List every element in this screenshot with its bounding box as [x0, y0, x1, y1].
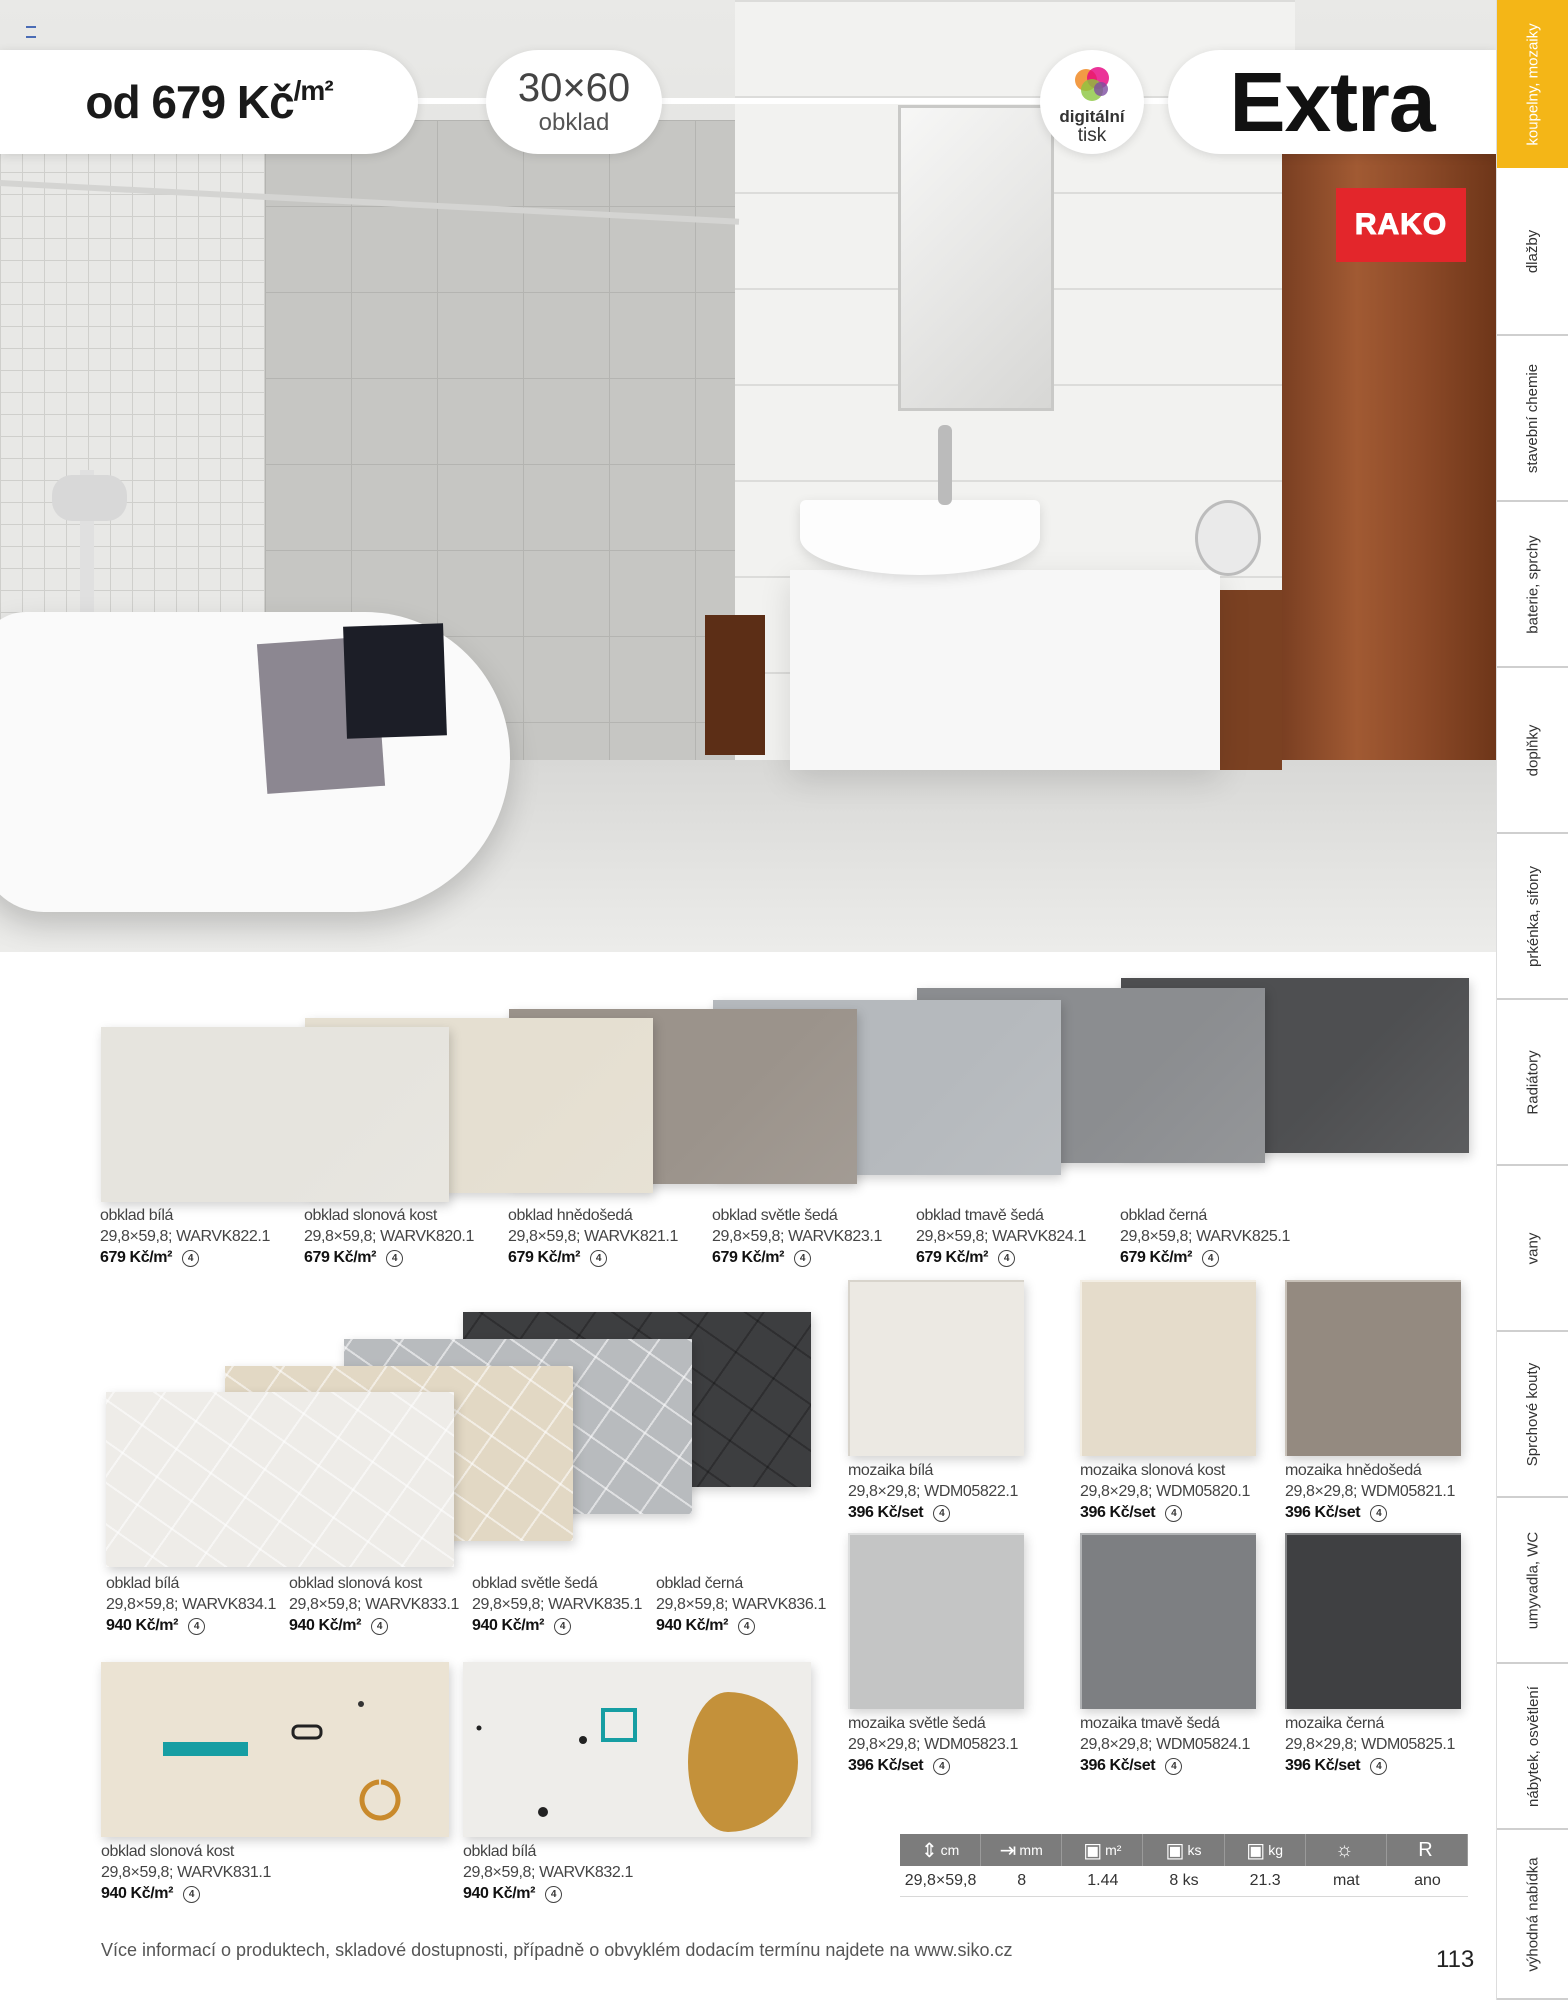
product-code: 29,8×59,8; WARVK825.1 [1120, 1228, 1290, 1245]
product-price [100, 1247, 270, 1268]
availability-icon: 4 [1202, 1250, 1219, 1267]
product-price [656, 1615, 826, 1636]
product-price-value: 679 Kč/m² [916, 1249, 988, 1266]
digital-print-icon [1068, 60, 1116, 108]
product-code: 29,8×29,8; WDM05824.1 [1080, 1736, 1250, 1753]
mosaic-swatch [1080, 1533, 1256, 1709]
sidebar-tab-10[interactable] [1497, 1664, 1568, 1830]
product-code: 29,8×29,8; WDM05823.1 [848, 1736, 1018, 1753]
page-number: 113 [1436, 1946, 1475, 1973]
wood-stool [705, 615, 765, 755]
product-price [508, 1247, 678, 1268]
sidebar-tab-label: prkénka, sifony [1524, 865, 1542, 967]
format-badge [486, 50, 662, 154]
sidebar-tab-label: dlažby [1524, 229, 1542, 273]
product-price [848, 1502, 1018, 1523]
cosmetic-mirror [1195, 500, 1261, 576]
product-code: 29,8×59,8; WARVK823.1 [712, 1228, 882, 1245]
menu-icon [26, 26, 36, 38]
product-code: 29,8×59,8; WARVK822.1 [100, 1228, 270, 1245]
availability-icon: 4 [188, 1618, 205, 1635]
product-caption [304, 1205, 474, 1268]
product-price-value: 679 Kč/m² [100, 1249, 172, 1266]
product-price-value: 396 Kč/set [1285, 1504, 1361, 1521]
availability-icon: 4 [1370, 1505, 1387, 1522]
availability-icon: 4 [794, 1250, 811, 1267]
mosaic-swatch [1285, 1280, 1461, 1456]
product-price-value: 679 Kč/m² [508, 1249, 580, 1266]
product-name: obklad světle šedá [712, 1207, 838, 1224]
sidebar-tab-2[interactable] [1497, 336, 1568, 502]
spec-header-cell [900, 1834, 981, 1866]
product-caption [106, 1573, 276, 1636]
availability-icon: 4 [183, 1886, 200, 1903]
price-badge [0, 50, 418, 154]
insert-tile-swatch [101, 1662, 449, 1837]
product-price [304, 1247, 474, 1268]
insert-tile-swatch [463, 1662, 811, 1837]
towel-dark [343, 623, 447, 738]
product-name: obklad světle šedá [472, 1575, 598, 1592]
category-sidebar [1496, 0, 1568, 2000]
product-name: obklad tmavě šedá [916, 1207, 1044, 1224]
spec-value: ano [1414, 1872, 1441, 1889]
availability-icon: 4 [1165, 1758, 1182, 1775]
product-caption [1285, 1460, 1455, 1523]
sidebar-tab-11[interactable] [1497, 1830, 1568, 2000]
sidebar-tab-8[interactable] [1497, 1332, 1568, 1498]
product-price [463, 1883, 633, 1904]
product-price-value: 679 Kč/m² [304, 1249, 376, 1266]
sidebar-tab-label: nábytek, osvětlení [1524, 1685, 1542, 1807]
product-name: obklad černá [656, 1575, 743, 1592]
product-caption [916, 1205, 1086, 1268]
product-name: mozaika bílá [848, 1462, 934, 1479]
mosaic-swatch [848, 1280, 1024, 1456]
product-price-value: 940 Kč/m² [101, 1885, 173, 1902]
spec-header-cell [1062, 1834, 1143, 1866]
spec-value: 29,8×59,8 [904, 1872, 977, 1889]
sidebar-tab-4[interactable] [1497, 668, 1568, 834]
product-price-value: 940 Kč/m² [472, 1617, 544, 1634]
product-price-value: 940 Kč/m² [463, 1885, 535, 1902]
sidebar-tab-label: stavební chemie [1524, 363, 1542, 473]
product-caption [712, 1205, 882, 1268]
product-caption [656, 1573, 826, 1636]
product-code: 29,8×59,8; WARVK831.1 [101, 1864, 271, 1881]
product-code: 29,8×59,8; WARVK836.1 [656, 1596, 826, 1613]
insert-decoration [101, 1662, 449, 1837]
washbasin [800, 500, 1040, 575]
product-name: mozaika slonová kost [1080, 1462, 1225, 1479]
package-pieces-icon: ▣ [1165, 1839, 1185, 1862]
format-size: 30×60 [517, 66, 631, 110]
availability-icon: 4 [554, 1618, 571, 1635]
product-name: mozaika světle šedá [848, 1715, 986, 1732]
price-text: od 679 $Kč^{/m^2}$ [85, 75, 333, 128]
product-code: 29,8×59,8; WARVK821.1 [508, 1228, 678, 1245]
digital-print-line1: digitální [1059, 107, 1125, 126]
mosaic-swatch [848, 1533, 1024, 1709]
sidebar-tab-label: baterie, sprchy [1524, 534, 1542, 634]
product-code: 29,8×59,8; WARVK824.1 [916, 1228, 1086, 1245]
spec-unit: mm [1019, 1842, 1043, 1858]
bath-tap-head [52, 475, 127, 521]
digital-print-line2: tisk [1077, 125, 1107, 146]
product-price-value: 396 Kč/set [848, 1504, 924, 1521]
product-price-value: 679 Kč/m² [712, 1249, 784, 1266]
spec-header-cell [1387, 1834, 1468, 1866]
availability-icon: 4 [371, 1618, 388, 1635]
spec-value: 1.44 [1087, 1872, 1119, 1889]
spec-table-header [900, 1834, 1468, 1866]
product-name: mozaika hnědošedá [1285, 1462, 1422, 1479]
product-price [848, 1755, 1018, 1776]
mosaic-swatch [1285, 1533, 1461, 1709]
product-caption [1120, 1205, 1290, 1268]
sidebar-tab-label: Radiátory [1524, 1049, 1542, 1115]
product-code: 29,8×59,8; WARVK820.1 [304, 1228, 474, 1245]
product-price [1285, 1502, 1455, 1523]
product-caption [848, 1713, 1018, 1776]
product-price-value: 396 Kč/set [1080, 1504, 1156, 1521]
product-price-value: 940 Kč/m² [656, 1617, 728, 1634]
product-price [106, 1615, 276, 1636]
product-caption [1080, 1460, 1250, 1523]
product-price [916, 1247, 1086, 1268]
product-code: 29,8×59,8; WARVK833.1 [289, 1596, 459, 1613]
sidebar-tab-9[interactable] [1497, 1498, 1568, 1664]
sidebar-tab-6[interactable] [1497, 1000, 1568, 1166]
sidebar-tab-label: koupelny, mozaiky [1524, 22, 1542, 146]
surface-icon: ☼ [1335, 1838, 1354, 1861]
product-price-value: 679 Kč/m² [1120, 1249, 1192, 1266]
product-price [1080, 1755, 1250, 1776]
availability-icon: 4 [933, 1505, 950, 1522]
product-code: 29,8×59,8; WARVK834.1 [106, 1596, 276, 1613]
product-code: 29,8×59,8; WARVK832.1 [463, 1864, 633, 1881]
product-price-value: 396 Kč/set [848, 1757, 924, 1774]
sidebar-tab-0[interactable] [1497, 0, 1568, 168]
format-label: obklad [538, 109, 610, 136]
product-name: obklad černá [1120, 1207, 1207, 1224]
availability-icon: 4 [1370, 1758, 1387, 1775]
product-name: obklad hnědošedá [508, 1207, 633, 1224]
availability-icon: 4 [1165, 1505, 1182, 1522]
availability-icon: 4 [590, 1250, 607, 1267]
product-caption [1080, 1713, 1250, 1776]
spec-unit: m² [1105, 1842, 1122, 1858]
collection-title: Extra [1229, 54, 1435, 149]
spec-header-cell [981, 1834, 1062, 1866]
spec-value: 8 [1017, 1872, 1027, 1889]
sidebar-tab-5[interactable] [1497, 834, 1568, 1000]
product-price-value: 940 Kč/m² [289, 1617, 361, 1634]
product-name: obklad slonová kost [289, 1575, 422, 1592]
product-price [1285, 1755, 1455, 1776]
sidebar-tab-7[interactable] [1497, 1166, 1568, 1332]
mirror [898, 105, 1054, 411]
insert-decoration [463, 1662, 811, 1837]
product-price [1120, 1247, 1290, 1268]
product-caption [101, 1841, 271, 1904]
decor-tile-swatch [106, 1392, 454, 1567]
product-price [712, 1247, 882, 1268]
sidebar-tab-label: vany [1524, 1232, 1542, 1264]
product-price-value: 940 Kč/m² [106, 1617, 178, 1634]
product-price [472, 1615, 642, 1636]
collection-title-badge [1168, 50, 1496, 154]
sidebar-tab-label: doplňky [1524, 724, 1542, 776]
spec-table-row [900, 1866, 1468, 1897]
product-price-value: 396 Kč/set [1285, 1757, 1361, 1774]
product-name: obklad bílá [100, 1207, 173, 1224]
footer-info: Více informací o produktech, skladové dostupnosti, případně o obvyklém dodacím termínu najdete na www.siko.cz [101, 1940, 1013, 1960]
spec-value: 8 ks [1169, 1872, 1199, 1889]
spec-header-cell [1306, 1834, 1387, 1866]
product-caption [463, 1841, 633, 1904]
sidebar-tab-1[interactable] [1497, 168, 1568, 336]
product-name: obklad bílá [106, 1575, 179, 1592]
product-code: 29,8×29,8; WDM05820.1 [1080, 1483, 1250, 1500]
cabinet-side [1220, 590, 1282, 770]
brand-name: RAKO [1354, 208, 1448, 241]
product-caption [508, 1205, 678, 1268]
size-icon: ⇕ [920, 1839, 938, 1862]
product-code: 29,8×29,8; WDM05821.1 [1285, 1483, 1455, 1500]
thickness-icon: ⇥ [999, 1839, 1017, 1862]
product-caption [100, 1205, 270, 1268]
product-caption [472, 1573, 642, 1636]
rectified-icon: R [1418, 1838, 1433, 1861]
spec-header-cell [1143, 1834, 1224, 1866]
spec-value: 21.3 [1249, 1872, 1281, 1889]
product-name: obklad bílá [463, 1843, 536, 1860]
spec-header-cell [1225, 1834, 1306, 1866]
basin-tap [938, 425, 952, 505]
product-caption [289, 1573, 459, 1636]
product-price [1080, 1502, 1250, 1523]
spec-unit: cm [940, 1842, 960, 1858]
spec-unit: ks [1187, 1842, 1202, 1858]
availability-icon: 4 [182, 1250, 199, 1267]
mosaic-swatch [1080, 1280, 1256, 1456]
spec-unit: kg [1268, 1842, 1283, 1858]
product-code: 29,8×29,8; WDM05825.1 [1285, 1736, 1455, 1753]
sidebar-tab-label: umyvadla, WC [1524, 1531, 1542, 1629]
availability-icon: 4 [386, 1250, 403, 1267]
availability-icon: 4 [738, 1618, 755, 1635]
availability-icon: 4 [933, 1758, 950, 1775]
vanity-cabinet [790, 570, 1220, 770]
package-weight-icon: ▣ [1246, 1839, 1266, 1862]
mosaic-wall [0, 150, 265, 630]
sidebar-tab-3[interactable] [1497, 502, 1568, 668]
product-code: 29,8×29,8; WDM05822.1 [848, 1483, 1018, 1500]
product-caption [848, 1460, 1018, 1523]
product-price [101, 1883, 271, 1904]
tile-swatch [101, 1027, 449, 1202]
package-area-icon: ▣ [1083, 1839, 1103, 1862]
availability-icon: 4 [545, 1886, 562, 1903]
product-code: 29,8×59,8; WARVK835.1 [472, 1596, 642, 1613]
sidebar-tab-label: výhodná nabídka [1524, 1856, 1542, 1972]
product-name: obklad slonová kost [304, 1207, 437, 1224]
sidebar-tab-label: Sprchové kouty [1524, 1362, 1542, 1466]
rako-logo [1336, 188, 1466, 262]
product-name: mozaika černá [1285, 1715, 1384, 1732]
product-caption [1285, 1713, 1455, 1776]
spec-table [900, 1834, 1468, 1897]
product-name: mozaika tmavě šedá [1080, 1715, 1220, 1732]
availability-icon: 4 [998, 1250, 1015, 1267]
product-price [289, 1615, 459, 1636]
product-price-value: 396 Kč/set [1080, 1757, 1156, 1774]
spec-value: mat [1332, 1872, 1360, 1889]
digital-print-badge [1040, 50, 1144, 154]
product-name: obklad slonová kost [101, 1843, 234, 1860]
